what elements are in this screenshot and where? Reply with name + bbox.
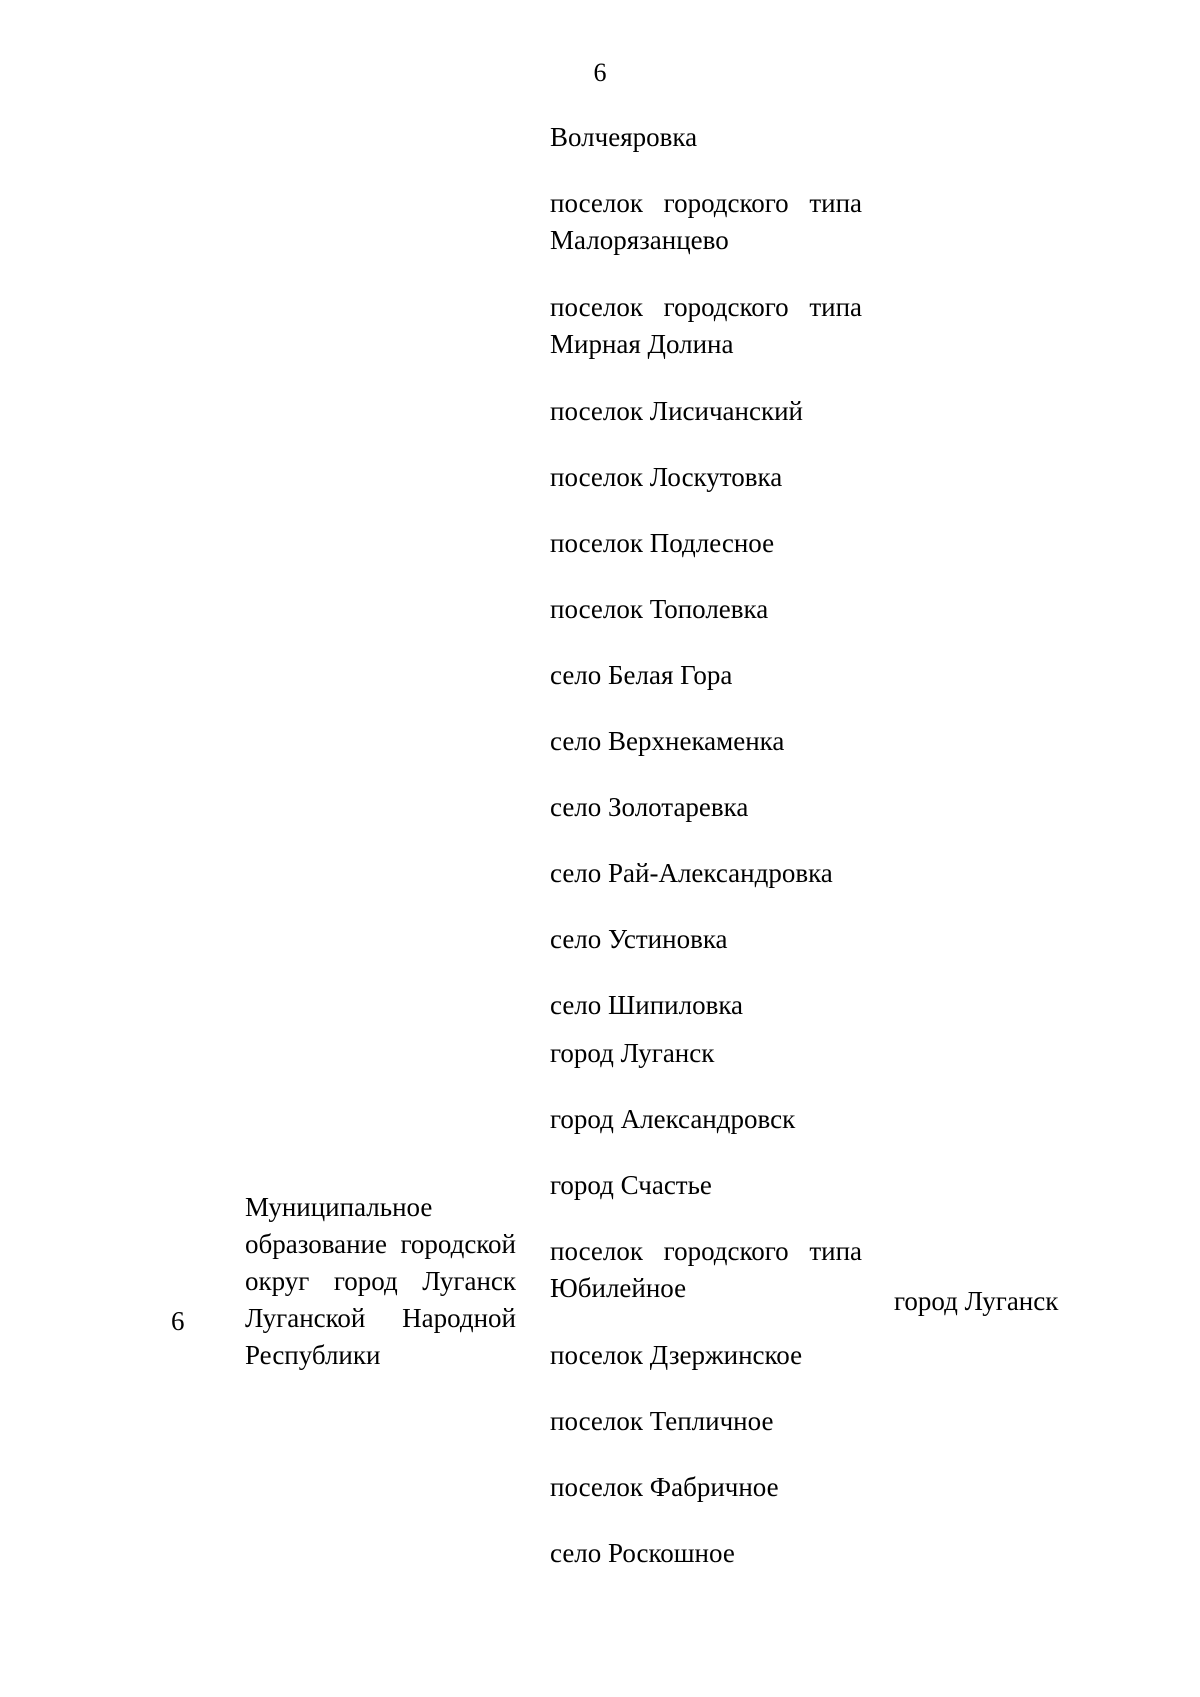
settlement-item: село Белая Гора	[550, 660, 733, 690]
settlement-item: поселок городского типа Юбилейное	[550, 1236, 862, 1303]
settlement-item: поселок городского типа Мирная Долина	[550, 292, 862, 359]
settlement-item: село Золотаревка	[550, 792, 749, 822]
settlement-item: поселок Тепличное	[550, 1406, 774, 1436]
settlement-item: поселок Лоскутовка	[550, 462, 783, 492]
settlement-item: поселок Фабричное	[550, 1472, 779, 1502]
settlement-item: село Роскошное	[550, 1538, 735, 1568]
settlement-item: село Устиновка	[550, 924, 728, 954]
settlement-item: город Луганск	[550, 1038, 715, 1068]
municipality-name: Муниципальное образование городской округ город Луганск Луганской Народной Республики	[245, 1192, 516, 1370]
settlement-item: поселок городского типа Малорязанцево	[550, 188, 862, 255]
settlement-item: поселок Подлесное	[550, 528, 775, 558]
settlement-item: поселок Лисичанский	[550, 396, 803, 426]
settlement-item: поселок Дзержинское	[550, 1340, 803, 1370]
settlement-item: город Александровск	[550, 1104, 796, 1134]
row-number: 6	[171, 1306, 185, 1336]
settlement-item: село Рай-Александровка	[550, 858, 833, 888]
settlement-item: поселок Тополевка	[550, 594, 769, 624]
page-number: 6	[593, 58, 607, 87]
settlement-item: село Верхнекаменка	[550, 726, 785, 756]
settlement-item: город Счастье	[550, 1170, 712, 1200]
settlement-item: село Шипиловка	[550, 990, 744, 1020]
settlement-item: Волчеяровка	[550, 122, 698, 152]
administrative-center: город Луганск	[894, 1286, 1059, 1316]
